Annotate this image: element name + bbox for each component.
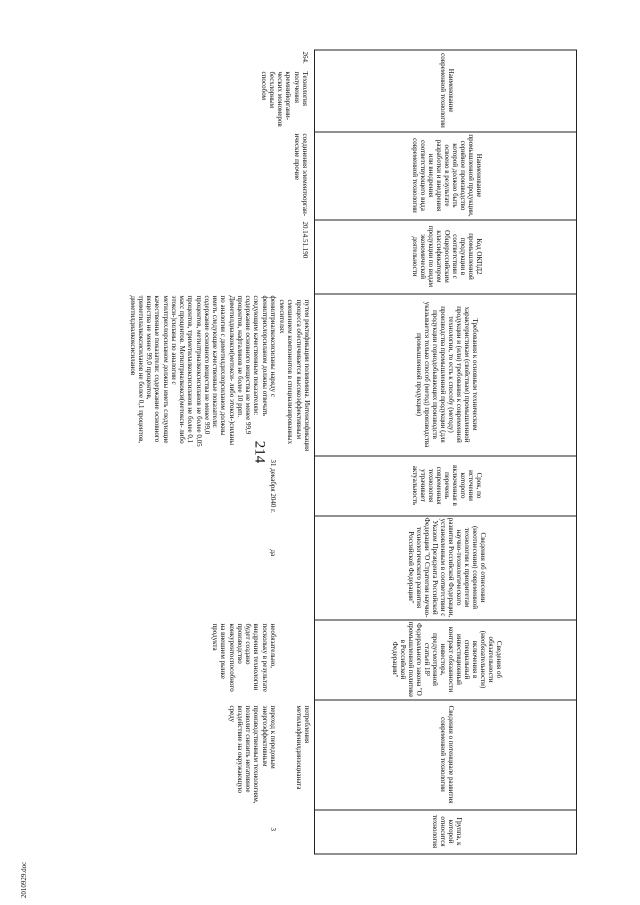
cell-relation: да <box>269 549 277 557</box>
column-term <box>57 456 577 516</box>
column-okpd2 <box>57 220 577 294</box>
header-tech-name: Наименование современной технологии <box>439 53 456 128</box>
header-group: Группа, к которой относится технология <box>430 814 464 849</box>
cell-requirements-carryover: путем ректификации полиимина. Интенсификация процесса обеспечивается высокоэффективным смешением компонентов в специализированных смесителях <box>278 299 311 452</box>
technology-table <box>57 50 577 855</box>
cell-group: 3 <box>269 827 277 831</box>
cell-requirements: фенилтриалкоксисиланы наряду с фенилтрихлорсиланом должны отвечать следующим качественным показателям: содержание основного вещества не менее 99,9 процентов, нафталинов не более 10 ppm. Диметилдиалкокси(метокси- либо этокси-)силаны по аналогии с диметилдихлорсиланом должны иметь следующие качественные показатели: содержание основного вещества не менее 99,0 процентов, метилтриалкоксисиланов не более 0,05 процентов, триметилалкоксисиланов не более 0,1 масс процентов. Метилтриалкокси(метокси- либо этокси-)силаны по аналогии с метилтрихлорсиланом должны иметь следующие качественные показатели: содержание основного вещества не менее 99,0 процентов, триметилалкоксисиланов не более 0,1 процентов, диметилдиалкоксисиланов <box>128 295 277 447</box>
cell-product-name: соединения элементоорган-ические прочие <box>292 133 309 217</box>
page-number: 214 <box>251 440 268 464</box>
header-term: Срок, по истечении которого включенная в перечень современная технология утрачивает актуальность <box>410 465 484 506</box>
header-okpd2: Код ОКПД2 промышленной продукции в соответствии с Общероссийским классификатором продукции по видам экономической деятельности <box>410 225 484 288</box>
cell-okpd2: 20.14.51.190 <box>301 221 309 259</box>
cell-obligation: необязательно, поскольку в результате внедрения технологии будет создано производство конкурентоспособного на внешнем рынке продукта <box>211 623 277 692</box>
cell-potential: переход к передовым энергоэффективным производственным технологиям, позволит снизить негативное воздействие на окружающую среду <box>227 705 277 804</box>
header-relation: Сведения об отнесении (неотнесении) современной технологии к приоритетам научно-технологического развития Российской Федерации, установленным в соответствии с Указом Президента Российской Федерации "О Стратегии научно-технологического развития Российской Федерации" <box>406 517 488 618</box>
cell-potential-carryover: потребления метилалфенилдиизоцианата <box>294 705 311 790</box>
footer-file-name: 2010929.doc <box>20 861 28 899</box>
column-relation <box>57 516 577 620</box>
header-requirements: Требования к основным техническим характеристикам (свойствам) промышленной продукции и (или) требования к современной технологии, то есть к способу (методу) производства промышленной продукции (для продукции горнодобывающих производств указывается только способ (метод) производства промышленной продукции) <box>414 301 480 448</box>
column-group <box>57 810 577 854</box>
column-potential <box>57 700 577 810</box>
column-tech-name <box>57 50 577 132</box>
column-obligation <box>57 620 577 700</box>
col-border <box>315 854 577 855</box>
row-number: 264. <box>301 51 309 64</box>
cell-tech-name: Технология получения кремнийоргани-ческих мономеров бесхлорным способом <box>259 71 309 127</box>
cell-term: 31 декабря 2040 г. <box>269 459 277 513</box>
header-product-name: Наименование промышленной продукции, серийное производство которой должно быть освоено в результате разработки и внедрения или внедрения соответствующего вида современной технологии <box>410 134 484 217</box>
header-potential: Сведения о потенциале развития современной технологии <box>439 705 456 804</box>
column-product-name <box>57 132 577 220</box>
header-obligation: Сведения об обязательности (необязательности) включения в специальный инвестиционный контракт обязанности инвестора, предусмотренной статьей 18² Федерального закона "О промышленной политике в Российской Федерации" <box>390 621 504 698</box>
